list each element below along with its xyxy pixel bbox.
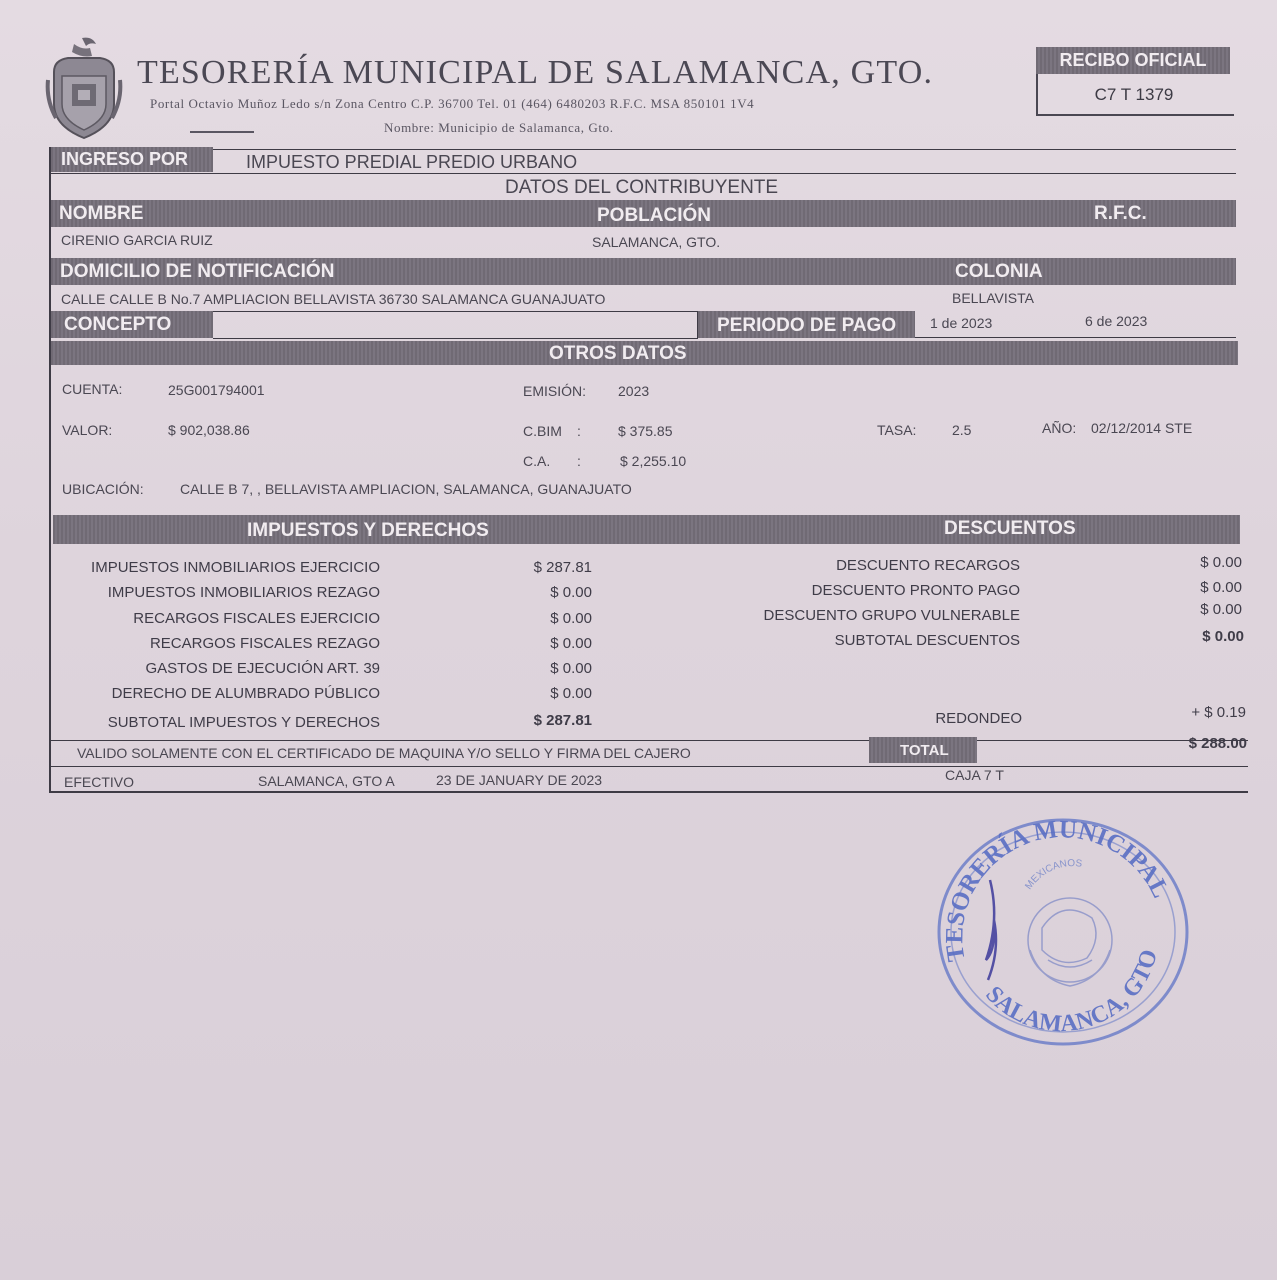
descuento-row-amount: $ 0.00 xyxy=(1200,554,1242,571)
poblacion-value: SALAMANCA, GTO. xyxy=(592,234,721,250)
valor-value: $ 902,038.86 xyxy=(168,422,250,438)
descuentos-subtotal-amount: $ 0.00 xyxy=(1202,628,1244,645)
coat-of-arms-icon xyxy=(44,34,124,142)
domicilio-header-bar xyxy=(51,258,1236,285)
cbim-value: $ 375.85 xyxy=(618,423,673,439)
footer-mid-line xyxy=(51,766,1248,767)
descuento-row-label: DESCUENTO GRUPO VULNERABLE xyxy=(763,607,1020,624)
institution-address: Portal Octavio Muñoz Ledo s/n Zona Centro C.P. 36700 Tel. 01 (464) 6480203 R.F.C. MSA 850101 1V4 xyxy=(150,96,755,111)
colonia-label: COLONIA xyxy=(955,261,1043,282)
cbim-label: C.BIM xyxy=(523,423,562,439)
footer-top-line xyxy=(51,740,1248,741)
concepto-blank-box xyxy=(213,311,698,339)
anio-value: 02/12/2014 STE xyxy=(1091,420,1193,436)
colonia-value: BELLAVISTA xyxy=(952,290,1034,306)
official-stamp xyxy=(930,810,1200,1055)
nombre-label: NOMBRE xyxy=(59,203,144,224)
concepto-label-box xyxy=(51,311,213,338)
impuesto-row-label: RECARGOS FISCALES REZAGO xyxy=(149,635,380,652)
impuesto-row-amount: $ 0.00 xyxy=(550,660,592,677)
redondeo-amount: + $ 0.19 xyxy=(1191,704,1246,721)
institution-name-line: Nombre: Municipio de Salamanca, Gto. xyxy=(384,120,614,135)
ubicacion-label: UBICACIÓN: xyxy=(62,481,144,497)
validez-text: VALIDO SOLAMENTE CON EL CERTIFICADO DE MAQUINA Y/O SELLO Y FIRMA DEL CAJERO xyxy=(77,745,691,761)
periodo-desde: 1 de 2023 xyxy=(930,315,993,331)
main-frame-bottom xyxy=(49,791,1248,793)
receipt-label-box xyxy=(1036,47,1230,74)
receipt-number: C7 T 1379 xyxy=(1094,85,1174,104)
impuesto-row-label: RECARGOS FISCALES EJERCICIO xyxy=(133,610,380,627)
descuentos-title: DESCUENTOS xyxy=(944,518,1076,539)
institution-title: TESORERÍA MUNICIPAL DE SALAMANCA, GTO. xyxy=(137,54,934,91)
cuenta-label: CUENTA: xyxy=(62,381,123,397)
descuento-row-amount: $ 0.00 xyxy=(1200,579,1242,596)
impuesto-row-label: DERECHO DE ALUMBRADO PÚBLICO xyxy=(111,685,380,702)
domicilio-value: CALLE CALLE B No.7 AMPLIACION BELLAVISTA 36730 SALAMANCA GUANAJUATO xyxy=(61,291,606,307)
impuestos-subtotal-amount: $ 287.81 xyxy=(533,712,592,729)
ingreso-top-line xyxy=(213,149,1236,150)
domicilio-label: DOMICILIO DE NOTIFICACIÓN xyxy=(60,261,335,282)
ingreso-label-box xyxy=(51,147,213,172)
descuentos-subtotal-label: SUBTOTAL DESCUENTOS xyxy=(834,632,1020,649)
impuestos-descuentos-bar xyxy=(53,515,1240,544)
nombre-value: CIRENIO GARCIA RUIZ xyxy=(61,232,213,248)
stamp-inner-text: MEXICANOS xyxy=(1023,857,1083,892)
impuesto-row-amount: $ 0.00 xyxy=(550,584,592,601)
impuesto-row-amount: $ 0.00 xyxy=(550,635,592,652)
descuento-row-label: DESCUENTO PRONTO PAGO xyxy=(811,582,1020,599)
poblacion-label: POBLACIÓN xyxy=(597,205,711,226)
tasa-label: TASA: xyxy=(877,422,917,438)
redondeo-label: REDONDEO xyxy=(935,710,1022,727)
tasa-value: 2.5 xyxy=(952,422,972,438)
nombre-header-bar xyxy=(51,200,1236,227)
total-amount: $ 288.00 xyxy=(1188,735,1247,752)
ubicacion-value: CALLE B 7, , BELLAVISTA AMPLIACION, SALAMANCA, GUANAJUATO xyxy=(180,481,632,497)
descuento-row-label: DESCUENTO RECARGOS xyxy=(836,557,1020,574)
ingreso-bottom-line xyxy=(51,173,1236,174)
periodo-label-box xyxy=(698,311,915,338)
stamp-outer-text: TESORERÍA MUNICIPAL xyxy=(941,816,1175,964)
forma-pago: EFECTIVO xyxy=(64,774,135,790)
otros-datos-bar xyxy=(51,341,1238,365)
impuesto-row-amount: $ 287.81 xyxy=(533,559,592,576)
total-label-box xyxy=(869,737,977,763)
concepto-bottom-line xyxy=(915,337,1236,338)
anio-label: AÑO: xyxy=(1042,420,1077,436)
impuesto-row-label: IMPUESTOS INMOBILIARIOS REZAGO xyxy=(107,584,380,601)
impuesto-row-label: IMPUESTOS INMOBILIARIOS EJERCICIO xyxy=(91,559,380,576)
rfc-label: R.F.C. xyxy=(1094,203,1147,224)
cuenta-value: 25G001794001 xyxy=(168,382,265,398)
impuestos-title: IMPUESTOS Y DERECHOS xyxy=(247,520,489,541)
valor-label: VALOR: xyxy=(62,422,113,438)
signature-mark xyxy=(190,131,254,133)
svg-text:MEXICANOS xyxy=(1023,858,1083,892)
caja: CAJA 7 T xyxy=(945,767,1004,783)
ca-value: $ 2,255.10 xyxy=(620,453,687,469)
impuesto-row-amount: $ 0.00 xyxy=(550,610,592,627)
cbim-colon: : xyxy=(577,423,581,439)
ingreso-value: IMPUESTO PREDIAL PREDIO URBANO xyxy=(246,152,578,172)
periodo-label: PERIODO DE PAGO xyxy=(717,315,897,336)
total-label: TOTAL xyxy=(900,742,949,759)
main-frame-left xyxy=(49,147,51,793)
otros-datos-title: OTROS DATOS xyxy=(549,343,687,364)
receipt-label: RECIBO OFICIAL xyxy=(1059,50,1207,70)
impuestos-subtotal-label: SUBTOTAL IMPUESTOS Y DERECHOS xyxy=(107,714,380,731)
ingreso-label: INGRESO POR xyxy=(61,149,189,169)
svg-text:TESORERÍA MUNICIPAL xyxy=(941,816,1174,963)
descuento-row-amount: $ 0.00 xyxy=(1200,601,1242,618)
lugar: SALAMANCA, GTO A xyxy=(258,773,395,789)
impuesto-row-amount: $ 0.00 xyxy=(550,685,592,702)
ca-label: C.A. xyxy=(523,453,551,469)
ca-colon: : xyxy=(577,453,581,469)
fecha: 23 DE JANUARY DE 2023 xyxy=(436,772,603,788)
periodo-hasta: 6 de 2023 xyxy=(1085,313,1148,329)
emision-value: 2023 xyxy=(618,383,650,399)
concepto-label: CONCEPTO xyxy=(64,314,172,335)
emision-label: EMISIÓN: xyxy=(523,383,587,399)
impuesto-row-label: GASTOS DE EJECUCIÓN ART. 39 xyxy=(145,660,380,677)
stamp-bottom-text: SALAMANCA, GTO xyxy=(980,946,1164,1038)
contribuyente-section-title: DATOS DEL CONTRIBUYENTE xyxy=(505,177,779,198)
